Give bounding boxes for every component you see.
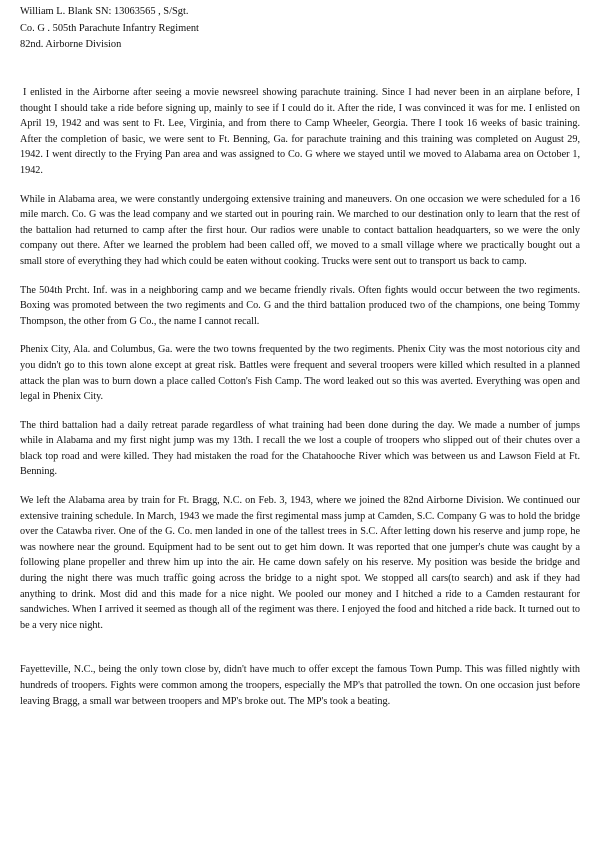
unit-line: Co. G . 505th Parachute Infantry Regiment [20, 22, 199, 34]
paragraph-enlistment: I enlisted in the Airborne after seeing a movie newsreel showing parachute training. Since I had never been in an airplane before, I thought I should take a ride before signing up, mainly to see if I could do it. After the ride, I was convinced it was for me. I enlisted on April 19, 1942 and was sent to Ft. Lee, Virginia, and from there to Camp Wheeler, Georgia. There I took 16 weeks of basic training. After the completion of basic, we were sent to Ft. Benning, Ga. for parachute training and this training was completed on August 29, 1942. I went directly to the Frying Pan area and was assigned to Co. G where we stayed until we moved to Alabama area on October 1, 1942. [20, 87, 580, 176]
document-header [20, 4, 420, 54]
author-line: William L. Blank SN: 13063565 , S/Sgt. [20, 6, 189, 17]
paragraph-night-jump: The third battalion had a daily retreat parade regardless of what training had been done during the day. We made a number of jumps while in Alabama and my first night jump was my 13th. I recall the we lost a couple of troopers who slipped out of their chutes over a black top road and were killed. They had mistaken the road for the Chatahooche River which was between us and Lawson Field at Ft. Benning. [20, 419, 580, 478]
division-line: 82nd. Airborne Division [20, 39, 122, 50]
paragraph-phenix-city: Phenix City, Ala. and Columbus, Ga. were the two towns frequented by the two regiments. Phenix City was the most notorious city and you didn't go to this town alone except at great risk. Battles were frequent and several troopers were killed which resulted in a planned attack the plan was to burn down a place called Cotton's Fish Camp. The word leaked out so this was averted. Everything was open and legal in Phenix City. [20, 344, 580, 403]
document-body [20, 85, 580, 709]
paragraph-fort-bragg: We left the Alabama area by train for Ft. Bragg, N.C. on Feb. 3, 1943, where we joined the 82nd Airborne Division. We continued our extensive training schedule. In March, 1943 we made the first regimental mass jump at Camden, S.C. Company G was to hold the bridge over the Catawba river. One of the G. Co. men landed in one of the tallest trees in S.C. After letting down his reserve and jump rope, he was nowhere near the ground. Equipment had to be sent out to get him down. It was reported that one jumper's chute was caught by a following plane propeller and threw him up into the air. He came down safely on his reserve. My position was beside the bridge and during the night there was much traffic going across the bridge to a night spot. We stopped all cars(to search) and ask if they had anything to drink. Most did and this made for a nice night. We pooled our money and I hitched a ride to a Camden restaurant for sandwiches. When I arrived it seemed as though all of the regiment was there. I enjoyed the food and hitched a ride back. It turned out to be a very nice night. [20, 495, 580, 631]
paragraph-alabama-training: While in Alabama area, we were constantly undergoing extensive training and maneuvers. On one occasion we were scheduled for a 16 mile march. Co. G was the lead company and we started out in pouring rain. We marched to our destination only to learn that the rest of the battalion had returned to camp after the first hour. Our radios were unable to contact battalion headquarters, so we were the only company out there. After we learned the problem had been called off, we moved to a small village where we practically bought out a small store of everything they had which could be eaten without cooking. Trucks were sent out to transport us back to camp. [20, 193, 580, 267]
paragraph-fayetteville: Fayetteville, N.C., being the only town close by, didn't have much to offer except the famous Town Pump. This was filled nightly with hundreds of troopers. Fights were common among the troopers, especially the MP's that patrolled the town. On one occasion just before leaving Bragg, a small war between troopers and MP's broke out. The MP's took a beating. [20, 664, 580, 707]
paragraph-regiment-rivalry: The 504th Prcht. Inf. was in a neighboring camp and we became friendly rivals. Often fights would occur between the two regiments. Boxing was promoted between the two regiments and Co. G and the third battalion produced two of the champions, one being Tommy Thompson, the other from G Co., the name I cannot recall. [20, 284, 580, 327]
